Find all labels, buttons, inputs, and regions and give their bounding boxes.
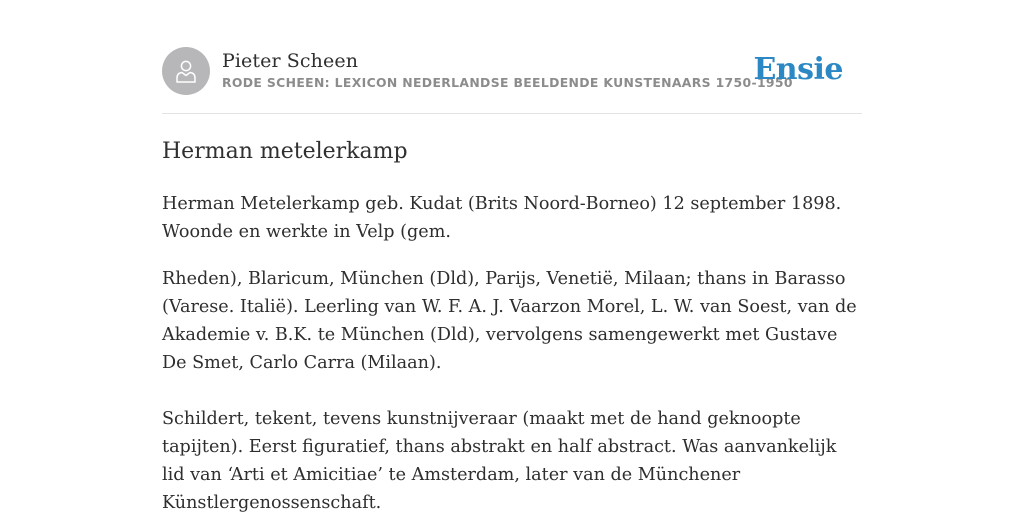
article-paragraph: Herman Metelerkamp geb. Kudat (Brits Noord-Borneo) 12 september 1898. Woonde en werkte in Velp (gem.	[162, 194, 842, 242]
article-paragraph: Rheden), Blaricum, München (Dld), Parijs, Venetië, Milaan; thans in Barasso (Varese. Italië). Leerling van W. F. A. J. Vaarzon Morel, L. W. van Soest, van de Akademie v. B.K. te München (Dld), vervolgens samengewerkt met Gustave De Smet, Carlo Carra (Milaan).	[162, 269, 857, 373]
author-block	[222, 49, 793, 91]
header-divider	[162, 113, 862, 114]
source-label[interactable]: RODE SCHEEN: LEXICON NEDERLANDSE BEELDENDE KUNSTENAARS 1750-1950	[222, 74, 793, 90]
article-card	[162, 46, 862, 513]
article-paragraph: Schildert, tekent, tevens kunstnijveraar (maakt met de hand geknoopte tapijten). Eerst figuratief, thans abstrakt en half abstract. Was aanvankelijk lid van ‘Arti et Amicitiae’ te Amsterdam, later van de Münchener Künstlergenossenschaft.	[162, 409, 837, 513]
user-icon	[172, 57, 200, 85]
author-header	[162, 46, 862, 96]
article-title: Herman metelerkamp	[162, 139, 408, 164]
brand-logo[interactable]: Ensie	[753, 52, 843, 87]
avatar[interactable]	[162, 47, 210, 95]
author-name[interactable]: Pieter Scheen	[222, 49, 359, 72]
